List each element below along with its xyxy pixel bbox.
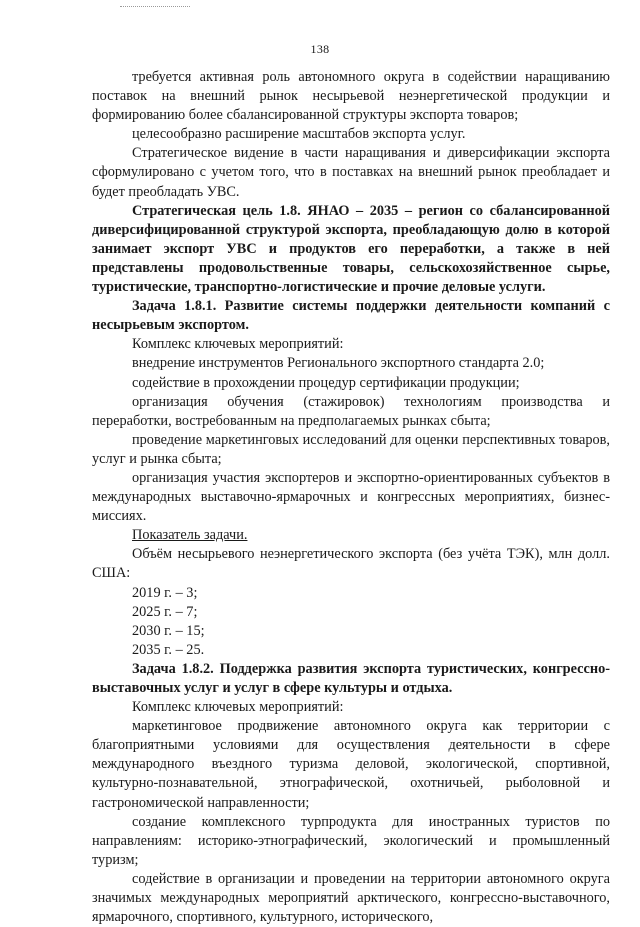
paragraph: Стратегическое видение в части наращивания и диверсификации экспорта сформулировано с учетом того, что в поставках на внешний рынок преобладает и будет преобладать УВС. <box>92 145 610 200</box>
indicator-value: 2019 г. – 3; <box>132 584 198 601</box>
list-item: проведение маркетинговых исследований для оценки перспективных товаров, услуг и рынка сбыта; <box>92 431 610 467</box>
list-item: организация обучения (стажировок) технологиям производства и переработки, востребованным на предполагаемых рынках сбыта; <box>92 393 610 429</box>
list-item: внедрение инструментов Регионального экспортного стандарта 2.0; <box>132 355 545 372</box>
list-item: создание комплексного турпродукта для иностранных туристов по направлениям: историко-этнографический, экологический и промышленный туризм; <box>92 813 610 868</box>
indicator-heading-text: Показатель задачи. <box>132 527 248 544</box>
indicator-heading <box>92 526 610 545</box>
list-item: содействие в организации и проведении на территории автономного округа значимых международных мероприятий арктического, конгрессно-выставочного, ярмарочного, спортивного, культурного, исторического, <box>92 870 610 926</box>
paragraph: Комплекс ключевых мероприятий: <box>132 336 344 353</box>
strategic-goal-heading: Стратегическая цель 1.8. ЯНАО – 2035 – регион со сбалансированной диверсифицированной структурой экспорта, преобладающую долю в которой занимает экспорт УВС и продуктов его переработки, а также в ней представлены продовольственные товары, сельскохозяйственное сырье, туристические, транспортно-логистические и прочие деловые услуги. <box>92 202 610 296</box>
list-item: организация участия экспортеров и экспортно-ориентированных субъектов в международных выставочно-ярмарочных и конгрессных мероприятиях, бизнес-миссиях. <box>92 469 610 525</box>
indicator-value: 2035 г. – 25. <box>132 641 205 658</box>
list-item: маркетинговое продвижение автономного округа как территории с благоприятными условиями для осуществления деятельности в сфере международного въездного туризма деловой, экологической, спортивной, культурно-познавательной, этнографической, охотничьей, рыболовной и гастрономической направленности; <box>92 718 610 811</box>
indicator-value: 2030 г. – 15; <box>132 622 205 639</box>
document-body <box>92 68 610 927</box>
scan-artifact <box>120 6 190 8</box>
indicator-value: 2025 г. – 7; <box>132 603 198 620</box>
paragraph: Комплекс ключевых мероприятий: <box>132 699 344 716</box>
list-item: содействие в прохождении процедур сертификации продукции; <box>132 374 520 391</box>
task-heading: Задача 1.8.2. Поддержка развития экспорта туристических, конгрессно-выставочных услуг и услуг в сфере культуры и отдыха. <box>92 660 610 696</box>
paragraph: требуется активная роль автономного округа в содействии наращиванию поставок на внешний рынок несырьевой неэнергетической продукции и формированию более сбалансированной структуры экспорта товаров; <box>92 69 610 124</box>
page-number: 138 <box>310 42 330 56</box>
paragraph: целесообразно расширение масштабов экспорта услуг. <box>132 126 466 143</box>
indicator-description: Объём несырьевого неэнергетического экспорта (без учёта ТЭК), млн долл. США: <box>92 546 610 582</box>
task-heading: Задача 1.8.1. Развитие системы поддержки деятельности компаний с несырьевым экспортом. <box>92 298 610 334</box>
